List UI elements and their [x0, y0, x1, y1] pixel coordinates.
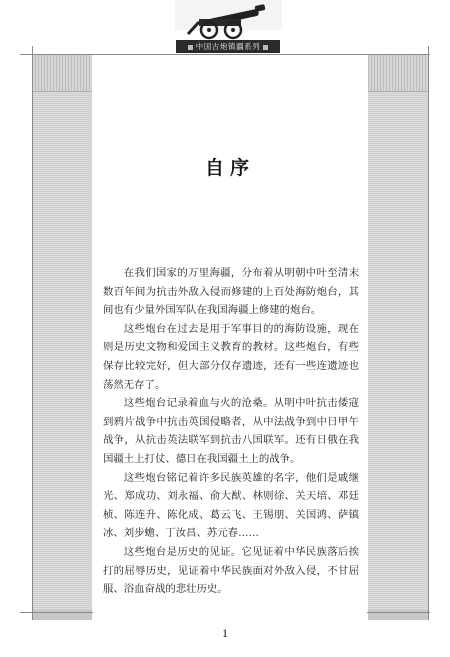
paragraph: 这些炮台在过去是用于军事目的的海防设施，现在则是历史文物和爱国主义教育的教材。这些炮台，有些保存比较完好，但大部分仅存遗迹，还有一些连遗迹也荡然无存了。 [103, 322, 359, 391]
page-title: 自序 [204, 157, 255, 179]
left-frame-line [32, 46, 33, 620]
page-number: 1 [222, 626, 228, 640]
square-ornament-icon [188, 45, 193, 50]
preface-body [103, 264, 359, 599]
paragraph: 在我们国家的万里海疆，分布着从明朝中叶至清末数百年间为抗击外敌入侵而修建的上百处海防炮台，其间也有少量外国军队在我国海疆上修建的炮台。 [103, 267, 359, 317]
paragraph: 这些炮台铭记着许多民族英雄的名字，他们是戚继光、郑成功、刘永福、俞大猷、林则徐、关天培、邓廷桢、陈连升、陈化成、葛云飞、王锡朋、关国鸿、萨镇冰、刘步蟾、丁汝昌、苏元春…… [103, 471, 359, 540]
right-frame-line [428, 46, 429, 620]
series-banner [176, 40, 280, 53]
right-decorative-column [368, 55, 428, 620]
square-ornament-icon [263, 45, 268, 50]
left-decorative-column [32, 55, 92, 620]
paragraph: 这些炮台记录着血与火的沧桑。从明中叶抗击倭寇到鸦片战争中抗击英国侵略者，从中法战争到中日甲午战争，从抗击英法联军到抗击八国联军。还有日俄在我国疆土上打仗、德日在我国疆土上的战争。 [103, 397, 359, 465]
series-label: 中国古炮镇疆系列 [195, 42, 261, 51]
text-area [93, 55, 367, 620]
paragraph: 这些炮台是历史的见证。它见证着中华民族落后挨打的屈辱历史，见证着中华民族面对外敌入侵，不甘屈服、浴血奋战的悲壮历史。 [103, 545, 359, 596]
cannon-icon [185, 2, 275, 40]
